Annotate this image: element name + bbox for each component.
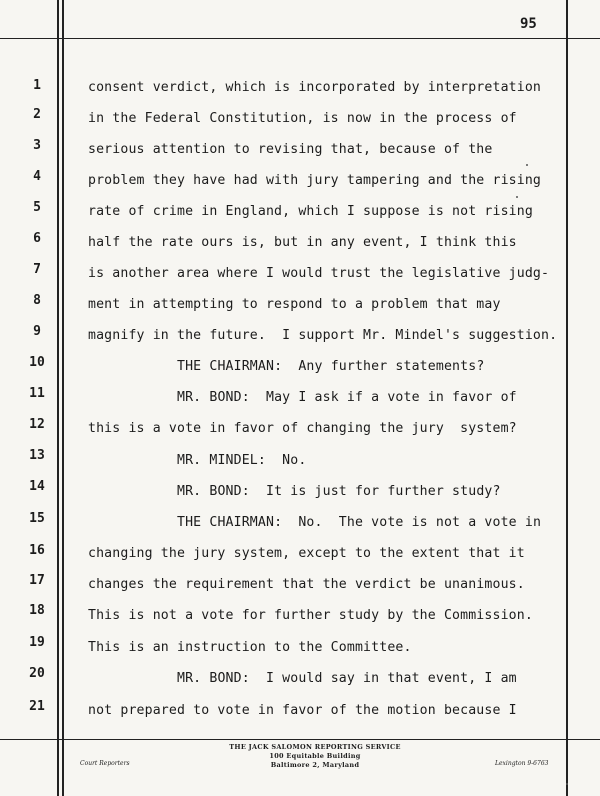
left-border-inner xyxy=(62,0,64,796)
scan-speck xyxy=(526,164,528,166)
line-number: 2 xyxy=(33,107,41,122)
line-number: 11 xyxy=(29,386,45,401)
line-number: 10 xyxy=(29,355,45,370)
line-number: 12 xyxy=(29,417,45,432)
line-number: 9 xyxy=(33,324,41,339)
scan-speck xyxy=(516,196,518,198)
transcript-line: rate of crime in England, which I suppose is not rising xyxy=(88,204,533,219)
line-number: 15 xyxy=(29,511,45,526)
line-number: 17 xyxy=(29,573,45,588)
transcript-line: ment in attempting to respond to a problem that may xyxy=(88,297,501,312)
left-border-outer xyxy=(57,0,59,796)
line-number: 3 xyxy=(33,138,41,153)
transcript-line: is another area where I would trust the legislative judg- xyxy=(88,266,550,281)
footer-left-label: Court Reporters xyxy=(80,760,130,767)
reporting-service-block xyxy=(200,743,430,770)
transcript-line: MR. BOND: May I ask if a vote in favor of xyxy=(177,390,517,405)
top-rule xyxy=(0,38,600,39)
page-number: 95 xyxy=(520,16,537,32)
transcript-line: THE CHAIRMAN: Any further statements? xyxy=(177,359,485,374)
transcript-line: This is not a vote for further study by the Commission. xyxy=(88,608,533,623)
bottom-rule xyxy=(0,739,600,740)
transcript-line: changes the requirement that the verdict be unanimous. xyxy=(88,577,525,592)
footer-right-label: Lexington 9-6763 xyxy=(495,760,549,767)
transcript-line: MR. BOND: I would say in that event, I am xyxy=(177,671,517,686)
line-number: 18 xyxy=(29,603,45,618)
line-number: 13 xyxy=(29,448,45,463)
transcript-line: consent verdict, which is incorporated by interpretation xyxy=(88,80,542,95)
line-number: 14 xyxy=(29,479,45,494)
transcript-line: magnify in the future. I support Mr. Mindel's suggestion. xyxy=(88,328,558,343)
transcript-line: in the Federal Constitution, is now in the process of xyxy=(88,111,517,126)
line-number: 16 xyxy=(29,543,45,558)
line-number: 4 xyxy=(33,169,41,184)
transcript-line: not prepared to vote in favor of the motion because I xyxy=(88,703,517,718)
scan-speck xyxy=(566,783,568,785)
line-number: 20 xyxy=(29,666,45,681)
line-number: 1 xyxy=(33,78,41,93)
transcript-line: This is an instruction to the Committee. xyxy=(88,640,412,655)
transcript-line: half the rate ours is, but in any event, I think this xyxy=(88,235,517,250)
reporting-service-name: THE JACK SALOMON REPORTING SERVICE xyxy=(229,743,401,751)
transcript-line: MR. MINDEL: No. xyxy=(177,453,307,468)
line-number: 6 xyxy=(33,231,41,246)
line-number: 5 xyxy=(33,200,41,215)
transcript-line: changing the jury system, except to the extent that it xyxy=(88,546,525,561)
transcript-line: MR. BOND: It is just for further study? xyxy=(177,484,501,499)
transcript-line: THE CHAIRMAN: No. The vote is not a vote in xyxy=(177,515,542,530)
line-number: 8 xyxy=(33,293,41,308)
line-number: 21 xyxy=(29,699,45,714)
transcript-line: serious attention to revising that, because of the xyxy=(88,142,493,157)
transcript-line: problem they have had with jury tampering and the rising xyxy=(88,173,542,188)
reporting-service-address-1: 100 Equitable Building xyxy=(269,752,361,760)
transcript-line: this is a vote in favor of changing the jury system? xyxy=(88,421,517,436)
line-number: 7 xyxy=(33,262,41,277)
right-border xyxy=(566,0,568,796)
reporting-service-address-2: Baltimore 2, Maryland xyxy=(270,761,360,769)
line-number: 19 xyxy=(29,635,45,650)
